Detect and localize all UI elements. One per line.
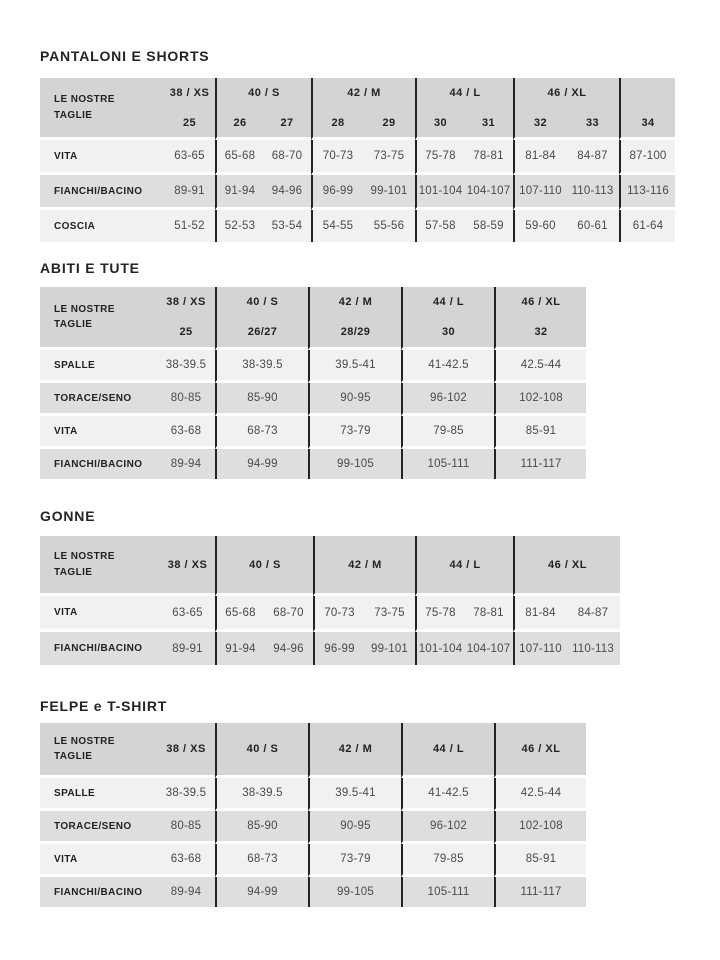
measure-label: VITA bbox=[40, 416, 145, 449]
header-group-row bbox=[40, 536, 620, 596]
measure-value: 39.5-41 bbox=[308, 350, 401, 383]
table-row bbox=[40, 778, 586, 811]
measure-label: FIANCHI/BACINO bbox=[40, 449, 145, 479]
size-chart-section-3 bbox=[40, 508, 680, 665]
measure-value: 41-42.5 bbox=[401, 350, 494, 383]
size-number: 30 bbox=[401, 317, 494, 350]
measure-value: 110-113 bbox=[566, 632, 620, 665]
table-row bbox=[40, 383, 586, 416]
measure-value: 53-54 bbox=[263, 210, 311, 242]
measure-label: FIANCHI/BACINO bbox=[40, 175, 152, 210]
size-number: 28 bbox=[311, 108, 363, 140]
measure-value: 63-68 bbox=[145, 844, 215, 877]
measure-value: 107-110 bbox=[513, 632, 566, 665]
corner-label bbox=[40, 287, 145, 350]
measure-value: 79-85 bbox=[401, 416, 494, 449]
header-group-row bbox=[40, 723, 586, 778]
size-group-label: 38 / XS bbox=[148, 536, 215, 596]
measure-value: 84-87 bbox=[566, 140, 619, 175]
table-row bbox=[40, 416, 586, 449]
size-table bbox=[40, 723, 586, 907]
measure-value: 80-85 bbox=[145, 811, 215, 844]
size-number: 31 bbox=[464, 108, 513, 140]
measure-value: 102-108 bbox=[494, 811, 586, 844]
size-number: 26/27 bbox=[215, 317, 308, 350]
size-table bbox=[40, 287, 586, 479]
size-group-label: 42 / M bbox=[313, 536, 415, 596]
size-group-label: 38 / XS bbox=[145, 287, 215, 317]
size-number: 25 bbox=[152, 108, 215, 140]
measure-label: FIANCHI/BACINO bbox=[40, 877, 145, 907]
measure-value: 105-111 bbox=[401, 877, 494, 907]
measure-label: FIANCHI/BACINO bbox=[40, 632, 148, 665]
measure-value: 99-101 bbox=[363, 175, 415, 210]
size-number: 33 bbox=[566, 108, 619, 140]
measure-value: 68-70 bbox=[264, 596, 313, 632]
size-group-label: 42 / M bbox=[311, 78, 415, 108]
measure-value: 78-81 bbox=[464, 140, 513, 175]
corner-label bbox=[40, 78, 152, 140]
size-number: 27 bbox=[263, 108, 311, 140]
size-group-label: 44 / L bbox=[415, 536, 513, 596]
measure-value: 99-105 bbox=[308, 877, 401, 907]
measure-value: 38-39.5 bbox=[215, 778, 308, 811]
size-group-label: 40 / S bbox=[215, 287, 308, 317]
measure-value: 104-107 bbox=[464, 175, 513, 210]
size-number: 25 bbox=[145, 317, 215, 350]
size-number: 32 bbox=[513, 108, 566, 140]
table-row bbox=[40, 350, 586, 383]
table-row bbox=[40, 140, 675, 175]
measure-label: SPALLE bbox=[40, 778, 145, 811]
measure-value: 52-53 bbox=[215, 210, 263, 242]
table-row bbox=[40, 210, 675, 242]
measure-value: 94-96 bbox=[264, 632, 313, 665]
size-number: 32 bbox=[494, 317, 586, 350]
measure-label: VITA bbox=[40, 596, 148, 632]
measure-value: 90-95 bbox=[308, 811, 401, 844]
measure-value: 65-68 bbox=[215, 140, 263, 175]
chart-title: GONNE bbox=[40, 508, 96, 524]
measure-value: 107-110 bbox=[513, 175, 566, 210]
chart-title: FELPE e T-SHIRT bbox=[40, 698, 168, 714]
measure-value: 99-101 bbox=[364, 632, 415, 665]
measure-value: 89-94 bbox=[145, 877, 215, 907]
header-group-row bbox=[40, 78, 675, 108]
measure-label: VITA bbox=[40, 140, 152, 175]
measure-value: 94-99 bbox=[215, 877, 308, 907]
measure-value: 38-39.5 bbox=[145, 778, 215, 811]
measure-value: 73-75 bbox=[364, 596, 415, 632]
measure-value: 79-85 bbox=[401, 844, 494, 877]
corner-label bbox=[40, 536, 148, 596]
table-row bbox=[40, 632, 620, 665]
measure-label: COSCIA bbox=[40, 210, 152, 242]
header-group-row bbox=[40, 287, 586, 317]
size-group-label: 42 / M bbox=[308, 287, 401, 317]
size-table bbox=[40, 536, 620, 665]
size-group-label: 40 / S bbox=[215, 723, 308, 778]
measure-value: 70-73 bbox=[311, 140, 363, 175]
measure-label: SPALLE bbox=[40, 350, 145, 383]
measure-value: 78-81 bbox=[464, 596, 513, 632]
measure-value: 41-42.5 bbox=[401, 778, 494, 811]
measure-value: 91-94 bbox=[215, 632, 264, 665]
measure-value: 85-91 bbox=[494, 844, 586, 877]
measure-value: 111-117 bbox=[494, 449, 586, 479]
size-group-label: 40 / S bbox=[215, 78, 311, 108]
measure-value: 70-73 bbox=[313, 596, 364, 632]
measure-value: 94-96 bbox=[263, 175, 311, 210]
measure-value: 89-91 bbox=[148, 632, 215, 665]
measure-value: 75-78 bbox=[415, 596, 464, 632]
measure-value: 80-85 bbox=[145, 383, 215, 416]
measure-value: 89-91 bbox=[152, 175, 215, 210]
measure-value: 63-65 bbox=[148, 596, 215, 632]
table-row bbox=[40, 175, 675, 210]
measure-value: 39.5-41 bbox=[308, 778, 401, 811]
size-group-label: 44 / L bbox=[401, 723, 494, 778]
measure-value: 91-94 bbox=[215, 175, 263, 210]
measure-label: TORACE/SENO bbox=[40, 811, 145, 844]
measure-value: 63-68 bbox=[145, 416, 215, 449]
size-chart-section-4 bbox=[40, 698, 680, 907]
size-group-label: 38 / XS bbox=[145, 723, 215, 778]
table-row bbox=[40, 596, 620, 632]
table-row bbox=[40, 811, 586, 844]
measure-value: 96-102 bbox=[401, 383, 494, 416]
measure-value: 42.5-44 bbox=[494, 778, 586, 811]
chart-title: ABITI E TUTE bbox=[40, 260, 140, 276]
measure-value: 59-60 bbox=[513, 210, 566, 242]
measure-value: 73-79 bbox=[308, 416, 401, 449]
measure-value: 111-117 bbox=[494, 877, 586, 907]
size-group-label: 46 / XL bbox=[513, 536, 620, 596]
measure-value: 87-100 bbox=[619, 140, 675, 175]
size-number: 29 bbox=[363, 108, 415, 140]
table-row bbox=[40, 877, 586, 907]
size-group-label: 40 / S bbox=[215, 536, 313, 596]
measure-value: 75-78 bbox=[415, 140, 464, 175]
corner-label-text: LE NOSTRE TAGLIE bbox=[54, 551, 115, 578]
measure-value: 113-116 bbox=[619, 175, 675, 210]
size-group-label: 42 / M bbox=[308, 723, 401, 778]
size-group-label: 46 / XL bbox=[494, 723, 586, 778]
measure-value: 38-39.5 bbox=[145, 350, 215, 383]
size-table bbox=[40, 78, 675, 242]
measure-value: 101-104 bbox=[415, 175, 464, 210]
measure-value: 81-84 bbox=[513, 596, 566, 632]
size-group-label bbox=[619, 78, 675, 108]
measure-value: 101-104 bbox=[415, 632, 464, 665]
measure-value: 68-73 bbox=[215, 844, 308, 877]
measure-value: 85-90 bbox=[215, 383, 308, 416]
measure-value: 89-94 bbox=[145, 449, 215, 479]
measure-value: 110-113 bbox=[566, 175, 619, 210]
measure-value: 85-90 bbox=[215, 811, 308, 844]
measure-value: 68-73 bbox=[215, 416, 308, 449]
measure-label: VITA bbox=[40, 844, 145, 877]
corner-label-text: LE NOSTRE TAGLIE bbox=[54, 303, 115, 330]
size-group-label: 44 / L bbox=[415, 78, 513, 108]
measure-value: 94-99 bbox=[215, 449, 308, 479]
measure-value: 73-75 bbox=[363, 140, 415, 175]
measure-value: 68-70 bbox=[263, 140, 311, 175]
measure-value: 55-56 bbox=[363, 210, 415, 242]
measure-value: 99-105 bbox=[308, 449, 401, 479]
size-group-label: 44 / L bbox=[401, 287, 494, 317]
measure-value: 90-95 bbox=[308, 383, 401, 416]
size-group-label: 38 / XS bbox=[152, 78, 215, 108]
measure-value: 42.5-44 bbox=[494, 350, 586, 383]
size-group-label: 46 / XL bbox=[494, 287, 586, 317]
size-group-label: 46 / XL bbox=[513, 78, 619, 108]
measure-value: 96-99 bbox=[311, 175, 363, 210]
size-charts bbox=[40, 48, 680, 907]
size-chart-section-2 bbox=[40, 260, 680, 479]
size-number: 28/29 bbox=[308, 317, 401, 350]
measure-value: 73-79 bbox=[308, 844, 401, 877]
table-row bbox=[40, 844, 586, 877]
corner-label-text: LE NOSTRE TAGLIE bbox=[54, 94, 115, 121]
measure-value: 85-91 bbox=[494, 416, 586, 449]
measure-value: 54-55 bbox=[311, 210, 363, 242]
chart-title: PANTALONI E SHORTS bbox=[40, 48, 210, 64]
size-number: 26 bbox=[215, 108, 263, 140]
measure-label: TORACE/SENO bbox=[40, 383, 145, 416]
measure-value: 60-61 bbox=[566, 210, 619, 242]
measure-value: 81-84 bbox=[513, 140, 566, 175]
size-number: 34 bbox=[619, 108, 675, 140]
size-number: 30 bbox=[415, 108, 464, 140]
measure-value: 105-111 bbox=[401, 449, 494, 479]
measure-value: 57-58 bbox=[415, 210, 464, 242]
measure-value: 63-65 bbox=[152, 140, 215, 175]
measure-value: 61-64 bbox=[619, 210, 675, 242]
measure-value: 38-39.5 bbox=[215, 350, 308, 383]
measure-value: 102-108 bbox=[494, 383, 586, 416]
corner-label bbox=[40, 723, 145, 778]
measure-value: 84-87 bbox=[566, 596, 620, 632]
measure-value: 96-102 bbox=[401, 811, 494, 844]
size-chart-section-1 bbox=[40, 48, 680, 242]
measure-value: 96-99 bbox=[313, 632, 364, 665]
corner-label-text: LE NOSTRE TAGLIE bbox=[54, 735, 115, 762]
measure-value: 104-107 bbox=[464, 632, 513, 665]
measure-value: 51-52 bbox=[152, 210, 215, 242]
measure-value: 65-68 bbox=[215, 596, 264, 632]
table-row bbox=[40, 449, 586, 479]
measure-value: 58-59 bbox=[464, 210, 513, 242]
